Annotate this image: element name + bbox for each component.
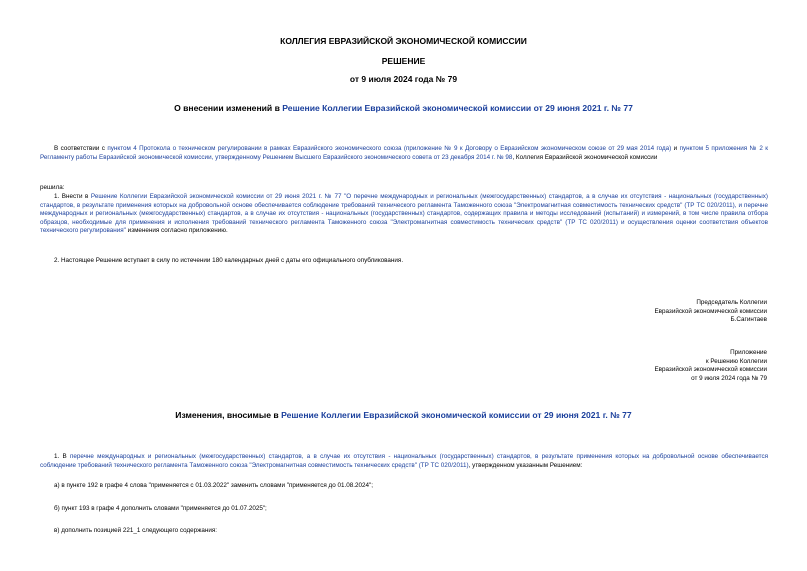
preamble-text-2: и (671, 145, 680, 152)
decision-77-link[interactable]: Решение Коллегии Евразийской экономической комиссии от 29 июня 2021 г. № 77 "О перечне международных и региональных (межгосударственных) стандартов, а в случае их отсутствия - национальных (государственных) стандартов, в результате применения которых на добровольной основе обеспечивается соблюдение требований технического регламента Таможенного союза "Электромагнитная совместимость технических средств" (ТР ТС 020/2011), и перечне международных и региональных (межгосударственных) стандартов, а в случае их отсутствия - национальных (государственных) стандартов, содержащих правила и методы исследований (испытаний) и измерений, в том числе правила отбора образцов, необходимые для применения и исполнения требований технического регламента Таможенного союза "Электромагнитная совместимость технических средств" (ТР ТС 020/2011) и осуществления оценки соответствия объектов технического регулирования" (40, 193, 768, 235)
document-date-number: от 9 июля 2024 года № 79 (349, 74, 458, 84)
regulation-link[interactable]: пунктом 5 приложения № 2 к Регламенту работы Евразийской экономической комиссии, утвержденному Решением Высшего Евразийского экономического совета от 23 декабря 2014 г. № 98 (40, 145, 768, 161)
change-1-paragraph (40, 453, 768, 470)
document-type: РЕШЕНИЕ (381, 56, 426, 66)
annex-line-2: к Решению Коллегии (705, 357, 767, 365)
preamble-text-1: В соответствии с (54, 145, 108, 152)
title-prefix: О внесении изменений в (174, 103, 283, 113)
item-2-paragraph: 2. Настоящее Решение вступает в силу по истечении 180 календарных дней с даты его официального опубликования. (54, 257, 404, 264)
annex-reference (654, 349, 767, 383)
signature-line-2: Евразийской экономической комиссии (654, 307, 767, 315)
changes-title-link[interactable]: Решение Коллегии Евразийской экономической комиссии от 29 июня 2021 г. № 77 (281, 410, 632, 420)
change-1-text-1: 1. В (54, 453, 70, 460)
standards-list-link[interactable]: перечне международных и региональных (межгосударственных) стандартов, а в случае их отсутствия - национальных (государственных) стандартов, в результате применения которых на добровольной основе обеспечивается соблюдение требований технического регламента Таможенного союза "Электромагнитная совместимость технических средств" (ТР ТС 020/2011) (40, 453, 768, 469)
item-1-paragraph (40, 193, 768, 236)
signature-line-1: Председатель Коллегии (696, 299, 767, 306)
preamble-text-3: , Коллегия Евразийской экономической комиссии (512, 153, 658, 161)
annex-line-3: Евразийской экономической комиссии (654, 366, 767, 374)
annex-line-1: Приложение (730, 349, 767, 356)
changes-title-prefix: Изменения, вносимые в (175, 410, 282, 420)
decided-label: решила: (40, 184, 65, 191)
signature-line-3: Б.Сагинтаев (730, 316, 767, 324)
sub-item-b: б) пункт 193 в графе 4 дополнить словами "применяется до 01.07.2025"; (54, 505, 267, 512)
changes-title (0, 410, 807, 421)
item-1-text-2: изменения согласно приложению. (125, 227, 228, 235)
document-title (0, 103, 807, 114)
item-1-text-1: 1. Внести в (54, 193, 91, 200)
signature-block (654, 299, 767, 325)
sub-item-c: в) дополнить позицией 221_1 следующего содержания: (54, 527, 218, 534)
organization-heading: КОЛЛЕГИЯ ЕВРАЗИЙСКОЙ ЭКОНОМИЧЕСКОЙ КОМИССИИ (280, 36, 527, 46)
sub-item-a: а) в пункте 192 в графе 4 слова "применяется с 01.03.2022" заменить словами "применяется до 01.08.2024"; (54, 482, 373, 489)
title-link[interactable]: Решение Коллегии Евразийской экономической комиссии от 29 июня 2021 г. № 77 (282, 103, 633, 113)
preamble-paragraph (40, 145, 768, 162)
annex-line-4: от 9 июля 2024 года № 79 (691, 374, 767, 382)
protocol-link[interactable]: пунктом 4 Протокола о техническом регулировании в рамках Евразийского экономического союза (приложение № 9 к Договору о Евразийском экономическом союзе от 29 мая 2014 года) (107, 145, 672, 152)
change-1-text-2: , утвержденном указанным Решением: (468, 461, 583, 469)
